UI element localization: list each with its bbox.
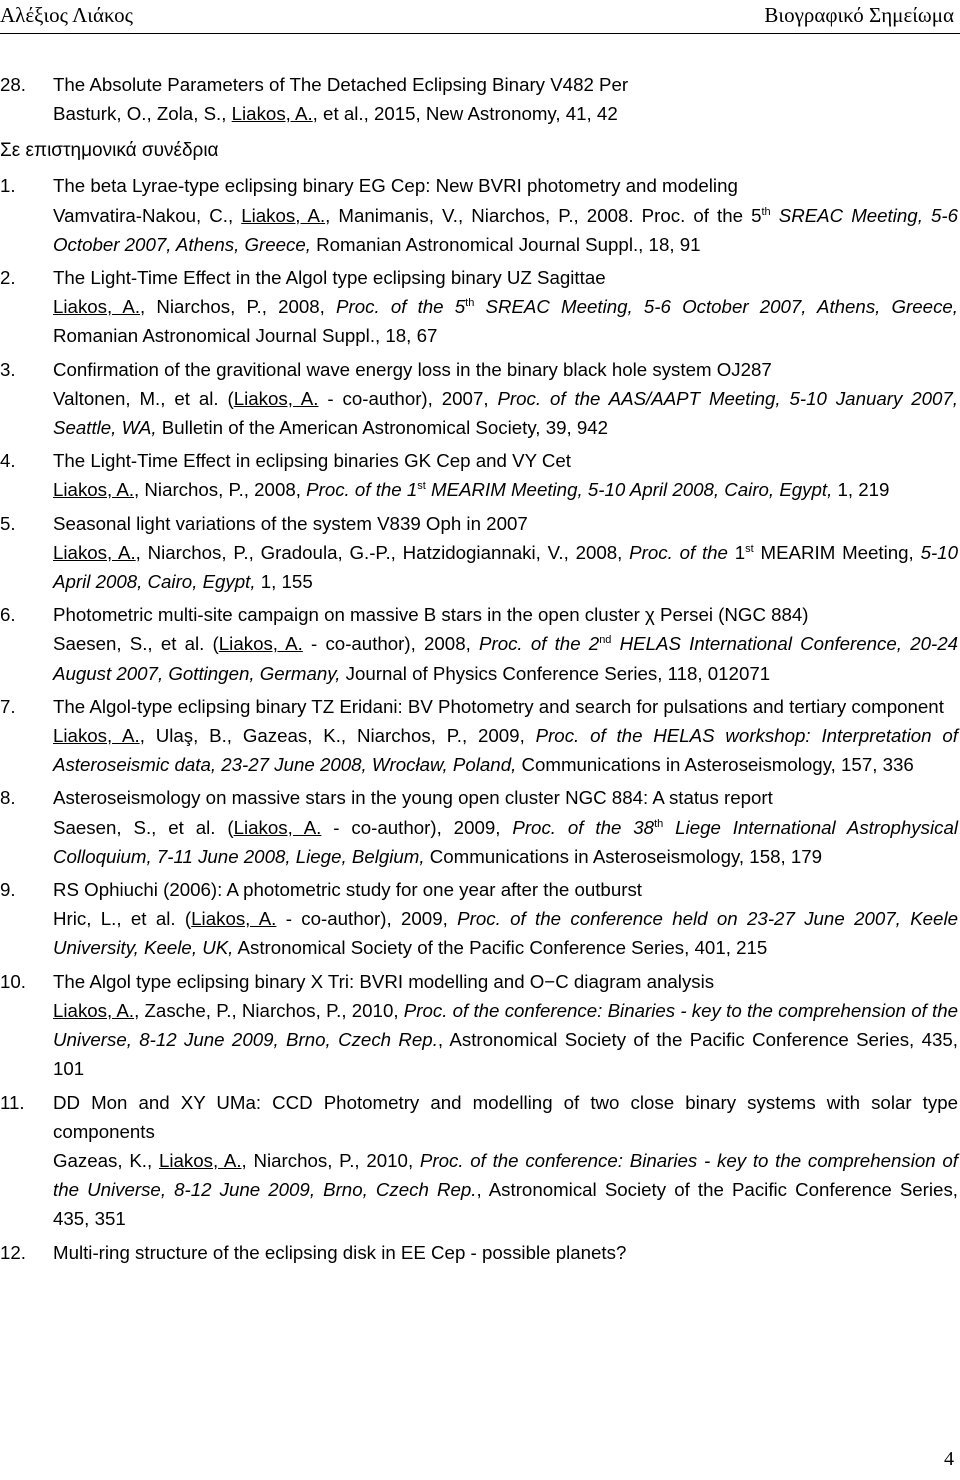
conference-5: [0, 509, 958, 597]
publication-number: 1.: [0, 175, 16, 197]
publication-title: The Algol-type eclipsing binary TZ Eridani: BV Photometry and search for pulsations and tertiary component: [53, 695, 944, 717]
publication-title: The Light-Time Effect in eclipsing binaries GK Cep and VY Cet: [53, 450, 571, 472]
liakos-author: Liakos, A.: [233, 816, 322, 838]
conference-6: [0, 600, 958, 688]
liakos-author: Liakos, A.: [231, 103, 313, 125]
publication-title: The Algol type eclipsing binary X Tri: BVRI modelling and O−C diagram analysis: [53, 970, 715, 992]
liakos-author: Liakos, A.: [53, 541, 136, 563]
publication-number: 6.: [0, 604, 16, 626]
liakos-author: Liakos, A.: [218, 633, 303, 655]
publication-citation: Saesen, S., et al. (Liakos, A. - co-author), 2008, Proc. of the 2nd HELAS International Conference, 20-24 August 2007, Gottingen, Germany, Journal of Physics Conference Series, 118, 012071: [53, 633, 958, 684]
liakos-author: Liakos, A.: [241, 204, 326, 226]
section-heading-conferences: Σε επιστημονικά συνέδρια: [0, 140, 219, 162]
publication-number: 4.: [0, 450, 16, 472]
header-author-name: Αλέξιος Λιάκος: [0, 3, 133, 27]
liakos-author: Liakos, A.: [158, 1149, 242, 1171]
conference-10: [0, 967, 958, 1084]
page-number: 4: [944, 1448, 954, 1470]
publication-28: [0, 70, 958, 128]
publication-citation: Liakos, A., Niarchos, P., 2008, Proc. of the 1st MEARIM Meeting, 5-10 April 2008, Cairo, Egypt, 1, 219: [53, 479, 890, 501]
publication-citation: Valtonen, M., et al. (Liakos, A. - co-author), 2007, Proc. of the AAS/AAPT Meeting, 5-10 January 2007, Seattle, WA, Bulletin of the American Astronomical Society, 39, 942: [53, 387, 958, 439]
publication-title: Confirmation of the gravitional wave energy loss in the binary black hole system OJ287: [53, 358, 772, 380]
publication-number: 11.: [0, 1091, 25, 1113]
conference-7: [0, 692, 958, 780]
publication-citation: Liakos, A., Niarchos, P., Gradoula, G.-P., Hatzidogiannaki, V., 2008, Proc. of the 1st MEARIM Meeting, 5-10 April 2008, Cairo, Egypt, 1, 155: [53, 541, 958, 593]
publication-number: 2.: [0, 267, 16, 289]
publication-title: The beta Lyrae-type eclipsing binary EG Cep: New BVRI photometry and modeling: [53, 175, 738, 197]
publication-number: 5.: [0, 512, 16, 534]
conference-9: [0, 875, 958, 963]
conference-8: [0, 783, 958, 871]
header-rule: [0, 33, 960, 34]
publication-title: Seasonal light variations of the system V839 Oph in 2007: [53, 512, 528, 534]
conference-1: [0, 171, 958, 259]
publication-list: [0, 70, 958, 1271]
publication-citation: Liakos, A., Niarchos, P., 2008, Proc. of the 5th SREAC Meeting, 5-6 October 2007, Athens, Greece, Romanian Astronomical Journal Suppl., 18, 67: [53, 296, 958, 347]
conference-12: [0, 1238, 958, 1267]
publication-number: 8.: [0, 787, 16, 809]
liakos-author: Liakos, A.: [53, 999, 135, 1021]
publication-number: 7.: [0, 695, 16, 717]
conference-11: [0, 1088, 958, 1234]
publication-title: RS Ophiuchi (2006): A photometric study for one year after the outburst: [53, 879, 642, 901]
page-header: [0, 0, 960, 36]
publication-title: The Light-Time Effect in the Algol type eclipsing binary UZ Sagittae: [53, 267, 606, 289]
liakos-author: Liakos, A.: [53, 725, 140, 747]
publication-number: 3.: [0, 358, 16, 380]
publication-title: Multi-ring structure of the eclipsing disk in EE Cep - possible planets?: [53, 1241, 627, 1263]
publication-citation: Liakos, A., Zasche, P., Niarchos, P., 2010, Proc. of the conference: Binaries - key to the comprehension of the Universe, 8-12 June 2009, Brno, Czech Rep., Astronomical Society of the Pacific Conference Series, 435, 101: [53, 999, 958, 1080]
publication-number: 28.: [0, 74, 26, 95]
conference-3: [0, 355, 958, 443]
publication-title: The Absolute Parameters of The Detached Eclipsing Binary V482 Per: [53, 74, 629, 95]
publication-title: Photometric multi-site campaign on massive B stars in the open cluster χ Persei (NGC 884): [53, 604, 809, 626]
conference-4: [0, 446, 958, 504]
liakos-author: Liakos, A.: [233, 387, 319, 409]
header-doc-title: Βιογραφικό Σημείωμα: [764, 3, 954, 27]
conference-2: [0, 263, 958, 351]
publication-citation: Saesen, S., et al. (Liakos, A. - co-author), 2009, Proc. of the 38th Liege International Astrophysical Colloquium, 7-11 June 2008, Liege, Belgium, Communications in Asteroseismology, 158, 179: [53, 816, 958, 867]
publication-number: 9.: [0, 879, 16, 901]
publication-citation: Liakos, A., Ulaş, B., Gazeas, K., Niarchos, P., 2009, Proc. of the HELAS workshop: Interpretation of Asteroseismic data, 23-27 June 2008, Wrocław, Poland, Communications in Asteroseismology, 157, 336: [53, 725, 958, 776]
publication-citation: Vamvatira-Nakou, C., Liakos, A., Manimanis, V., Niarchos, P., 2008. Proc. of the 5th SREAC Meeting, 5-6 October 2007, Athens, Greece, Romanian Astronomical Journal Suppl., 18, 91: [53, 204, 958, 255]
publication-number: 10.: [0, 970, 26, 992]
liakos-author: Liakos, A.: [53, 296, 141, 318]
publication-citation: Basturk, O., Zola, S., Liakos, A., et al., 2015, New Astronomy, 41, 42: [53, 103, 618, 125]
publication-title: DD Mon and XY UMa: CCD Photometry and modelling of two close binary systems with solar type components: [53, 1091, 958, 1142]
publication-citation: Gazeas, K., Liakos, A., Niarchos, P., 2010, Proc. of the conference: Binaries - key to the comprehension of the Universe, 8-12 June 2009, Brno, Czech Rep., Astronomical Society of the Pacific Conference Series, 435, 351: [53, 1149, 958, 1230]
publication-citation: Hric, L., et al. (Liakos, A. - co-author), 2009, Proc. of the conference held on 23-27 June 2007, Keele University, Keele, UK, Astronomical Society of the Pacific Conference Series, 401, 215: [53, 908, 958, 959]
liakos-author: Liakos, A.: [191, 908, 277, 930]
publication-number: 12.: [0, 1241, 26, 1263]
publication-title: Asteroseismology on massive stars in the young open cluster NGC 884: A status report: [53, 787, 773, 809]
liakos-author: Liakos, A.: [53, 479, 135, 501]
